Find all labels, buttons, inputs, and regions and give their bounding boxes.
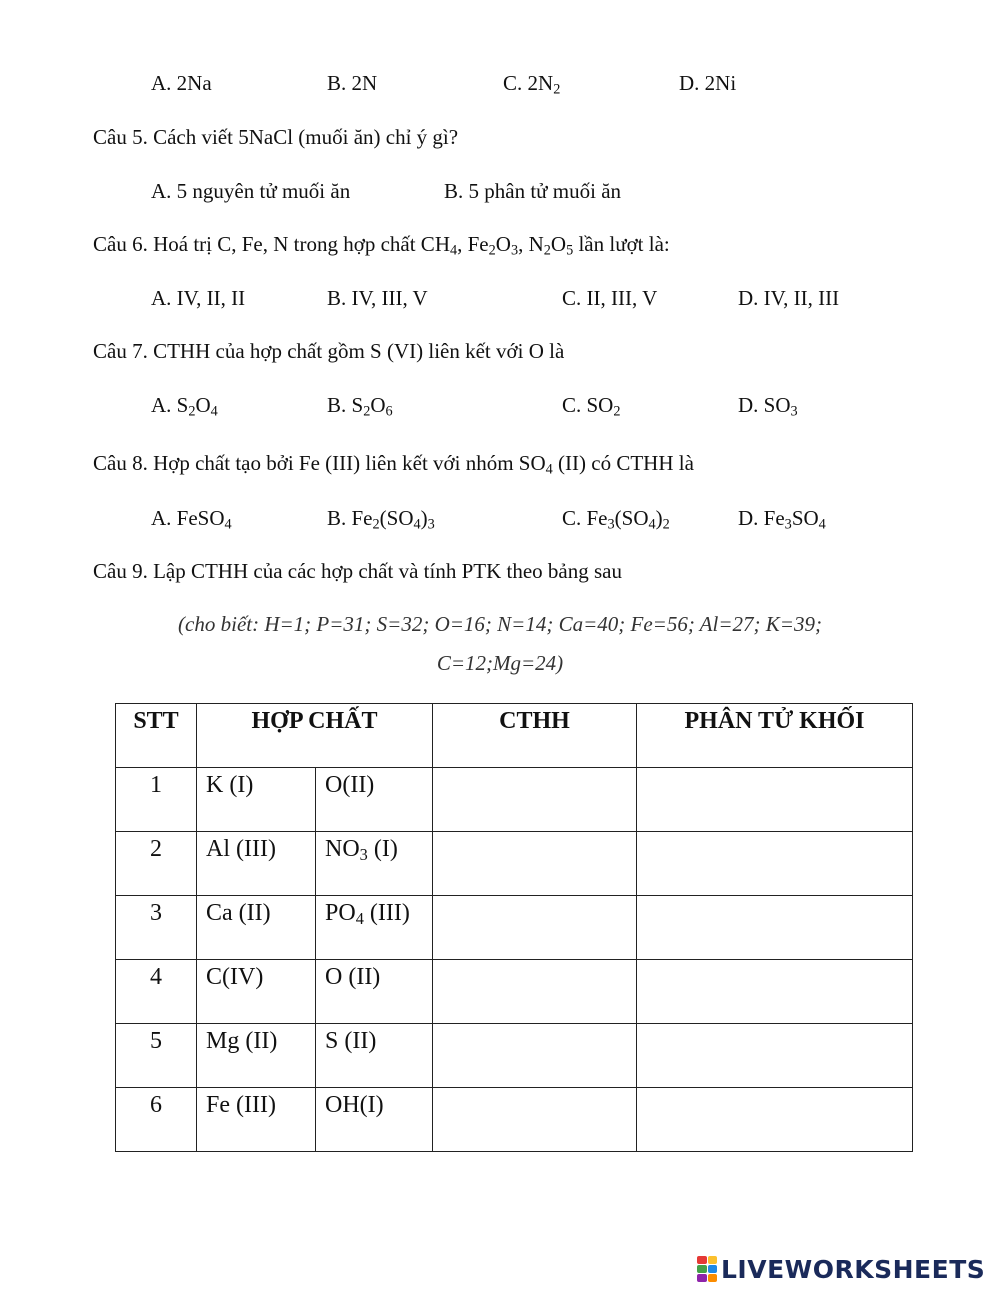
table-row — [116, 896, 913, 960]
logo-block — [697, 1256, 707, 1264]
row-number: 3 — [116, 896, 197, 960]
table-header-row — [116, 704, 913, 768]
mass-answer-cell[interactable] — [637, 1088, 913, 1152]
formula-answer-cell[interactable] — [433, 896, 637, 960]
row-number: 4 — [116, 960, 197, 1024]
formula-answer-cell[interactable] — [433, 832, 637, 896]
q7-option-a: A. $S_2O_4$ — [151, 393, 218, 420]
atomic-mass-note-line2: C=12;Mg=24) — [436, 651, 564, 675]
question-7: Câu 7. CTHH của hợp chất gồm S (VI) liên kết với O là — [93, 339, 565, 363]
row-number: 2 — [116, 832, 197, 896]
question-8: Câu 8. Hợp chất tạo bởi Fe (III) liên kết với nhóm $SO_4$ (II) có CTHH là — [93, 451, 694, 478]
q4-option-b: B. 2N — [327, 71, 378, 95]
element-cell: C(IV) — [197, 960, 316, 1024]
row-number: 6 — [116, 1088, 197, 1152]
logo-block — [708, 1265, 718, 1273]
mass-answer-cell[interactable] — [637, 832, 913, 896]
formula-answer-cell[interactable] — [433, 1024, 637, 1088]
logo-blocks-icon — [697, 1256, 717, 1282]
mass-answer-cell[interactable] — [637, 768, 913, 832]
group-cell: O(II) — [316, 768, 433, 832]
element-cell: Fe (III) — [197, 1088, 316, 1152]
group-cell: OH(I) — [316, 1088, 433, 1152]
q6-option-a: A. IV, II, II — [151, 286, 246, 310]
row-number: 1 — [116, 768, 197, 832]
element-cell: Ca (II) — [197, 896, 316, 960]
question-9: Câu 9. Lập CTHH của các hợp chất và tính PTK theo bảng sau — [93, 559, 622, 583]
element-cell: Al (III) — [197, 832, 316, 896]
mass-answer-cell[interactable] — [637, 1024, 913, 1088]
header-molecular-mass: PHÂN TỬ KHỐI — [637, 704, 913, 768]
header-stt: STT — [116, 704, 197, 768]
q4-option-c: C. $2N_2$ — [503, 71, 561, 98]
mass-answer-cell[interactable] — [637, 960, 913, 1024]
q6-option-b: B. IV, III, V — [327, 286, 428, 310]
table-row — [116, 1088, 913, 1152]
logo-block — [708, 1274, 718, 1282]
table-row — [116, 832, 913, 896]
logo-block — [697, 1265, 707, 1273]
q6-option-c: C. II, III, V — [562, 286, 658, 310]
compound-table — [115, 703, 913, 1152]
q8-option-d: D. $Fe_3SO_4$ — [738, 506, 826, 533]
group-cell: $PO_4$ (III) — [316, 896, 433, 960]
q6-option-d: D. IV, II, III — [738, 286, 840, 310]
row-number: 5 — [116, 1024, 197, 1088]
formula-answer-cell[interactable] — [433, 768, 637, 832]
question-5: Câu 5. Cách viết 5NaCl (muối ăn) chỉ ý gì? — [93, 125, 459, 149]
atomic-mass-note-line1: (cho biết: H=1; P=31; S=32; O=16; N=14; Ca=40; Fe=56; Al=27; K=39; — [178, 612, 822, 636]
q8-option-c: C. $Fe_3(SO_4)_2$ — [562, 506, 670, 533]
q7-option-b: B. $S_2O_6$ — [327, 393, 393, 420]
element-cell: Mg (II) — [197, 1024, 316, 1088]
logo-block — [708, 1256, 718, 1264]
q7-option-d: D. $SO_3$ — [738, 393, 798, 420]
logo-text: LIVEWORKSHEETS — [721, 1254, 986, 1284]
q5-option-b: B. 5 phân tử muối ăn — [444, 179, 622, 203]
q5-option-a: A. 5 nguyên tử muối ăn — [151, 179, 351, 203]
group-cell: S (II) — [316, 1024, 433, 1088]
q4-option-d: D. 2Ni — [679, 71, 737, 95]
formula-answer-cell[interactable] — [433, 960, 637, 1024]
table-row — [116, 768, 913, 832]
element-cell: K (I) — [197, 768, 316, 832]
group-cell: $NO_3$ (I) — [316, 832, 433, 896]
logo-block — [697, 1274, 707, 1282]
q8-option-a: A. FeSO$_4$ — [151, 506, 232, 533]
table-row — [116, 960, 913, 1024]
header-formula: CTHH — [433, 704, 637, 768]
q8-option-b: B. $Fe_2(SO_4)_3$ — [327, 506, 435, 533]
liveworksheets-logo[interactable] — [697, 1253, 985, 1285]
table-row — [116, 1024, 913, 1088]
question-6: Câu 6. Hoá trị C, Fe, N trong hợp chất $CH_4$, $Fe_2O_3$, $N_2O_5$ lần lượt là: — [93, 232, 670, 259]
group-cell: O (II) — [316, 960, 433, 1024]
q7-option-c: C. $SO_2$ — [562, 393, 621, 420]
q4-option-a: A. 2Na — [151, 71, 212, 95]
mass-answer-cell[interactable] — [637, 896, 913, 960]
header-compound: HỢP CHẤT — [197, 704, 433, 768]
formula-answer-cell[interactable] — [433, 1088, 637, 1152]
